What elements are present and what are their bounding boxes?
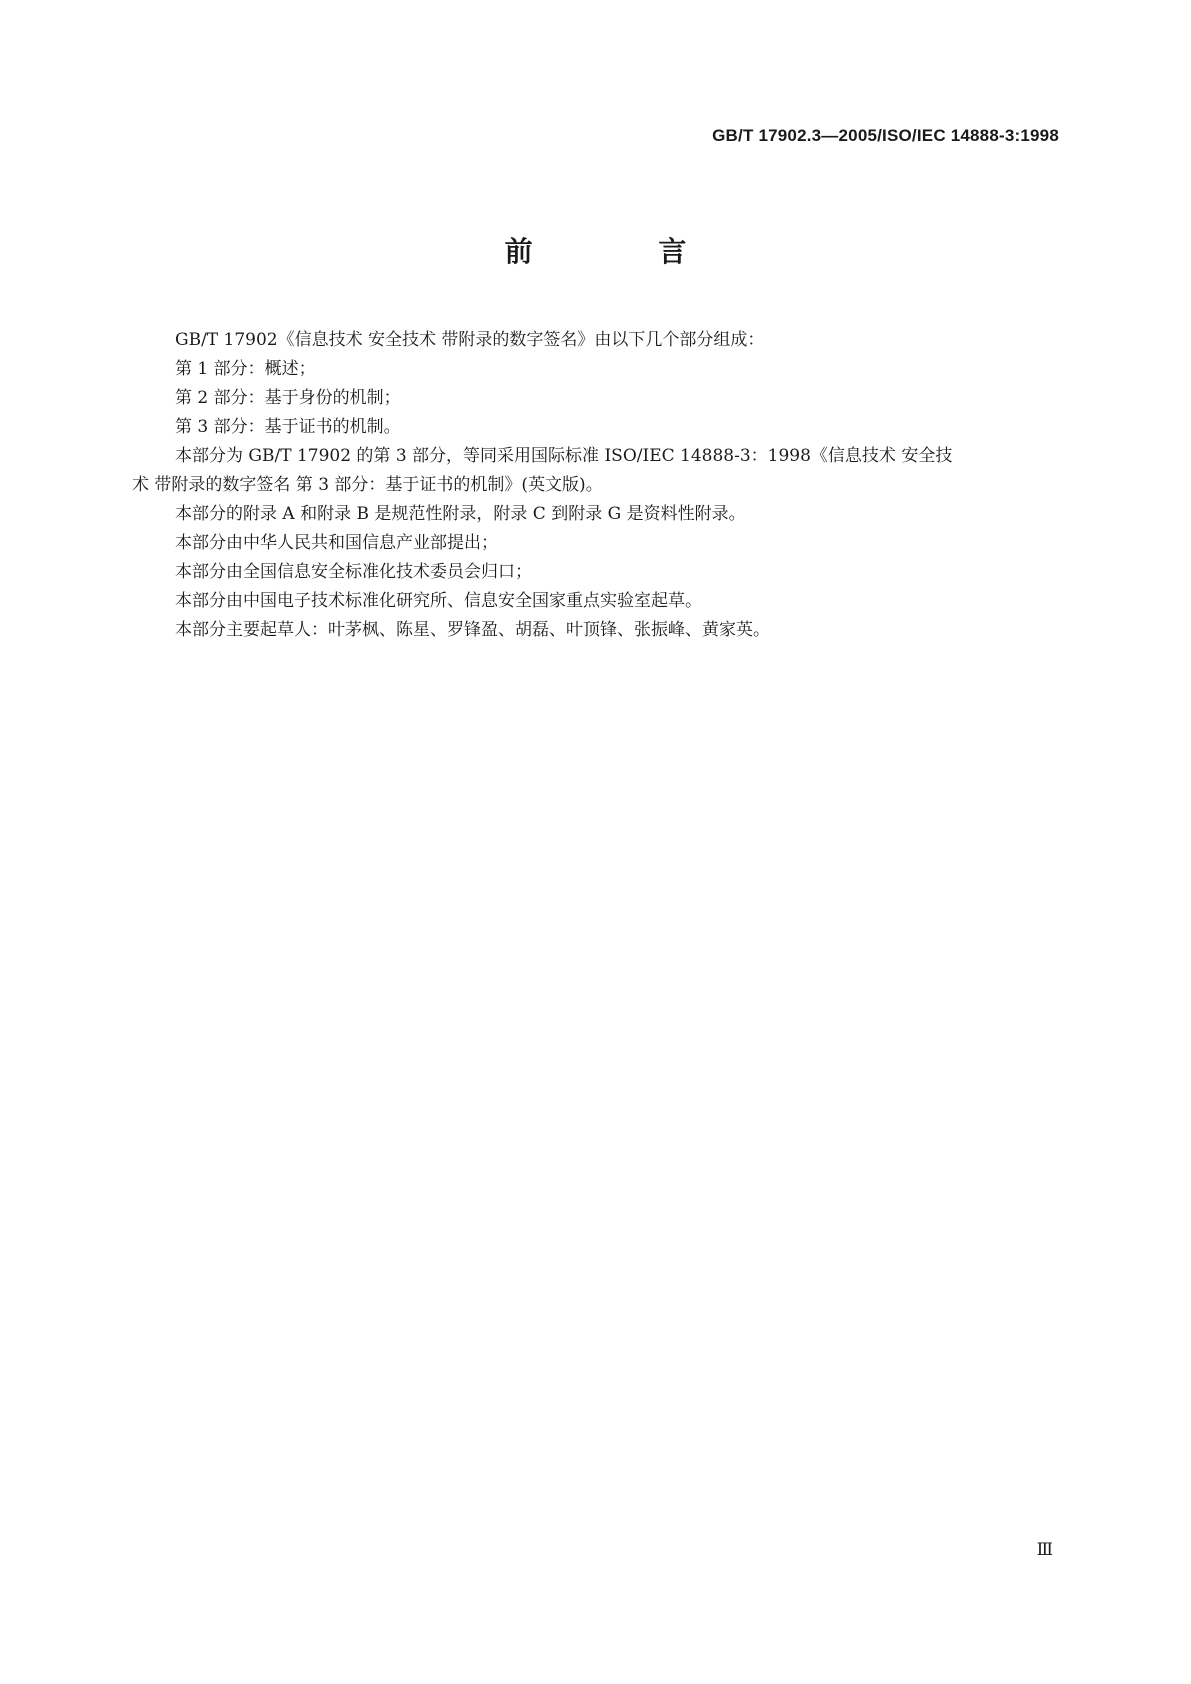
paragraph-equivalence-line2: 术 带附录的数字签名 第 3 部分：基于证书的机制》(英文版)。 — [132, 475, 603, 495]
paragraph-part-3: 第 3 部分：基于证书的机制。 — [175, 417, 401, 437]
paragraph-equivalence — [132, 442, 1062, 500]
paragraph-drafted-by: 本部分由中国电子技术标准化研究所、信息安全国家重点实验室起草。 — [175, 591, 702, 611]
foreword-heading: 前 言 — [504, 235, 745, 268]
paragraph-drafters: 本部分主要起草人：叶茅枫、陈星、罗锋盈、胡磊、叶顶锋、张振峰、黄家英。 — [175, 620, 770, 640]
paragraph-equivalence-line1: 本部分为 GB/T 17902 的第 3 部分，等同采用国际标准 ISO/IEC 14888-3：1998《信息技术 安全技 — [175, 446, 953, 466]
paragraph-part-2: 第 2 部分：基于身份的机制； — [175, 388, 401, 408]
page-number: Ⅲ — [1036, 1540, 1053, 1559]
paragraph-administered-by: 本部分由全国信息安全标准化技术委员会归口； — [175, 562, 532, 582]
paragraph-parts-intro: GB/T 17902《信息技术 安全技术 带附录的数字签名》由以下几个部分组成： — [175, 330, 765, 350]
paragraph-part-1: 第 1 部分：概述； — [175, 359, 316, 379]
paragraph-annexes: 本部分的附录 A 和附录 B 是规范性附录，附录 C 到附录 G 是资料性附录。 — [175, 504, 746, 524]
paragraph-proposed-by: 本部分由中华人民共和国信息产业部提出； — [175, 533, 498, 553]
standard-number: GB/T 17902.3—2005/ISO/IEC 14888-3:1998 — [712, 126, 1059, 145]
foreword-body — [132, 326, 1062, 645]
